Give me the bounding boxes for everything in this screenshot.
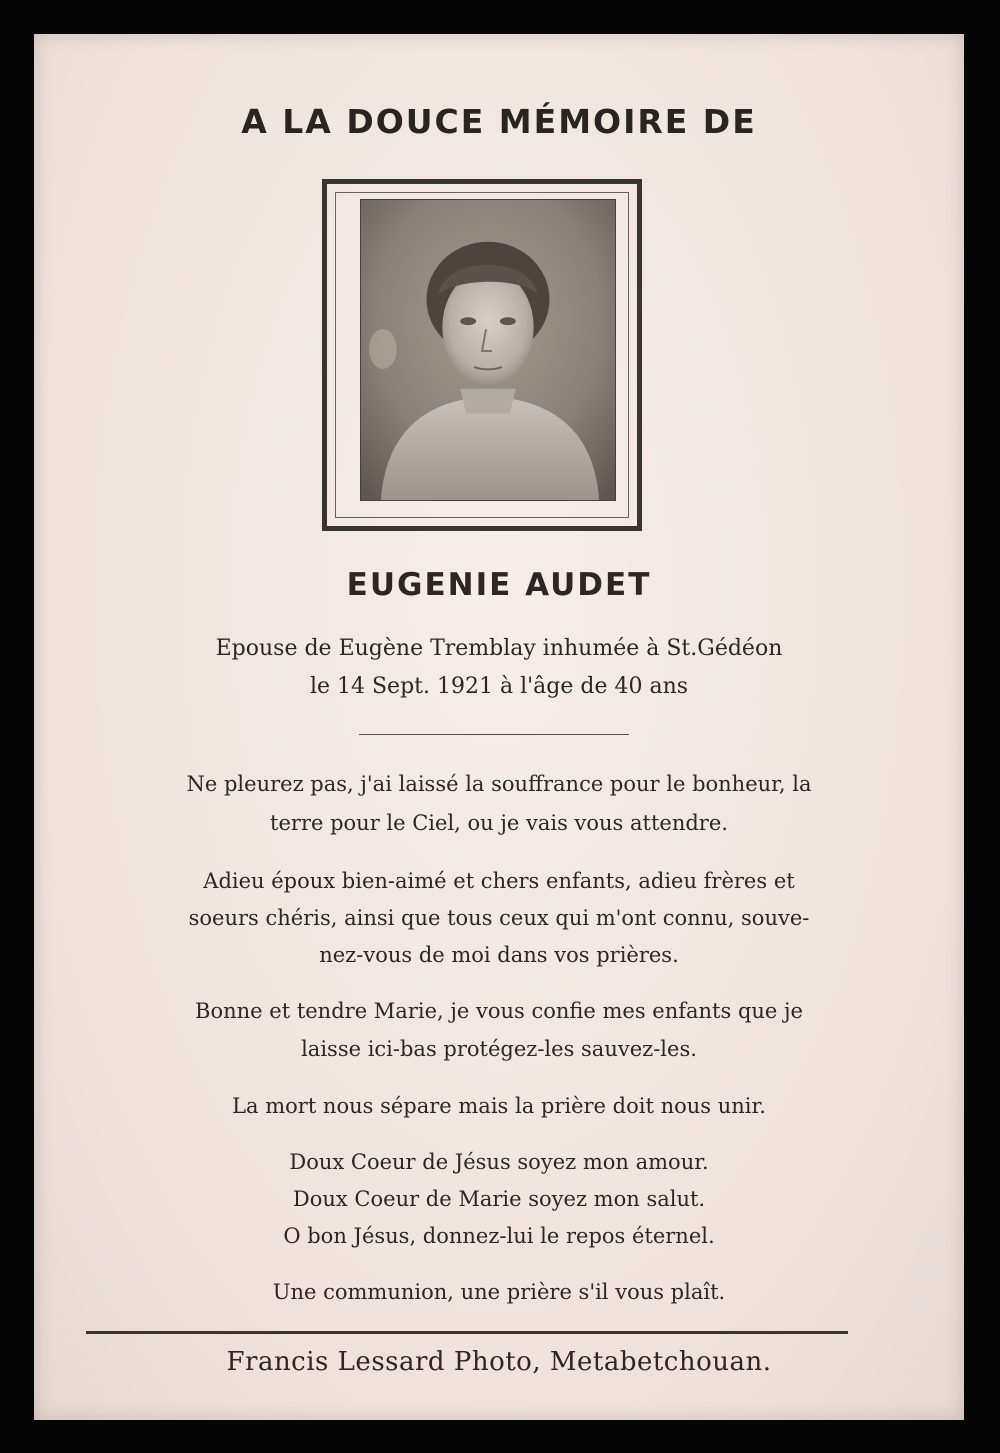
short-divider [359, 734, 629, 735]
prayer-line: nez-vous de moi dans vos prières. [319, 943, 679, 967]
deceased-name: EUGENIE AUDET [346, 567, 652, 603]
prayer-line: laisse ici-bas protégez-les sauvez-les. [301, 1037, 697, 1061]
photographer-credit: Francis Lessard Photo, Metabetchouan. [226, 1347, 772, 1377]
prayer-line: Adieu époux bien-aimé et chers enfants, adieu frères et [203, 869, 795, 893]
prayer-line: O bon Jésus, donnez-lui le repos éternel. [283, 1224, 715, 1248]
prayer-line: Bonne et tendre Marie, je vous confie mes enfants que je [195, 999, 803, 1023]
prayer-line: Ne pleurez pas, j'ai laissé la souffrance pour le bonheur, la [186, 772, 812, 796]
prayer-line: Doux Coeur de Jésus soyez mon amour. [289, 1150, 709, 1174]
card-heading: A LA DOUCE MÉMOIRE DE [241, 102, 757, 141]
prayer-line: Une communion, une prière s'il vous plaît. [272, 1280, 726, 1304]
prayer-line: terre pour le Ciel, ou je vais vous attendre. [270, 811, 728, 835]
memorial-card [34, 34, 964, 1420]
prayer-line: soeurs chéris, ainsi que tous ceux qui m'ont connu, souve- [188, 906, 810, 930]
footer-divider [86, 1331, 848, 1334]
subtitle-line: le 14 Sept. 1921 à l'âge de 40 ans [309, 674, 689, 699]
subtitle-line: Epouse de Eugène Tremblay inhumée à St.Gédéon [215, 636, 783, 661]
prayer-line: La mort nous sépare mais la prière doit nous unir. [232, 1094, 766, 1118]
prayer-line: Doux Coeur de Marie soyez mon salut. [292, 1187, 706, 1211]
portrait-photo [360, 199, 616, 501]
